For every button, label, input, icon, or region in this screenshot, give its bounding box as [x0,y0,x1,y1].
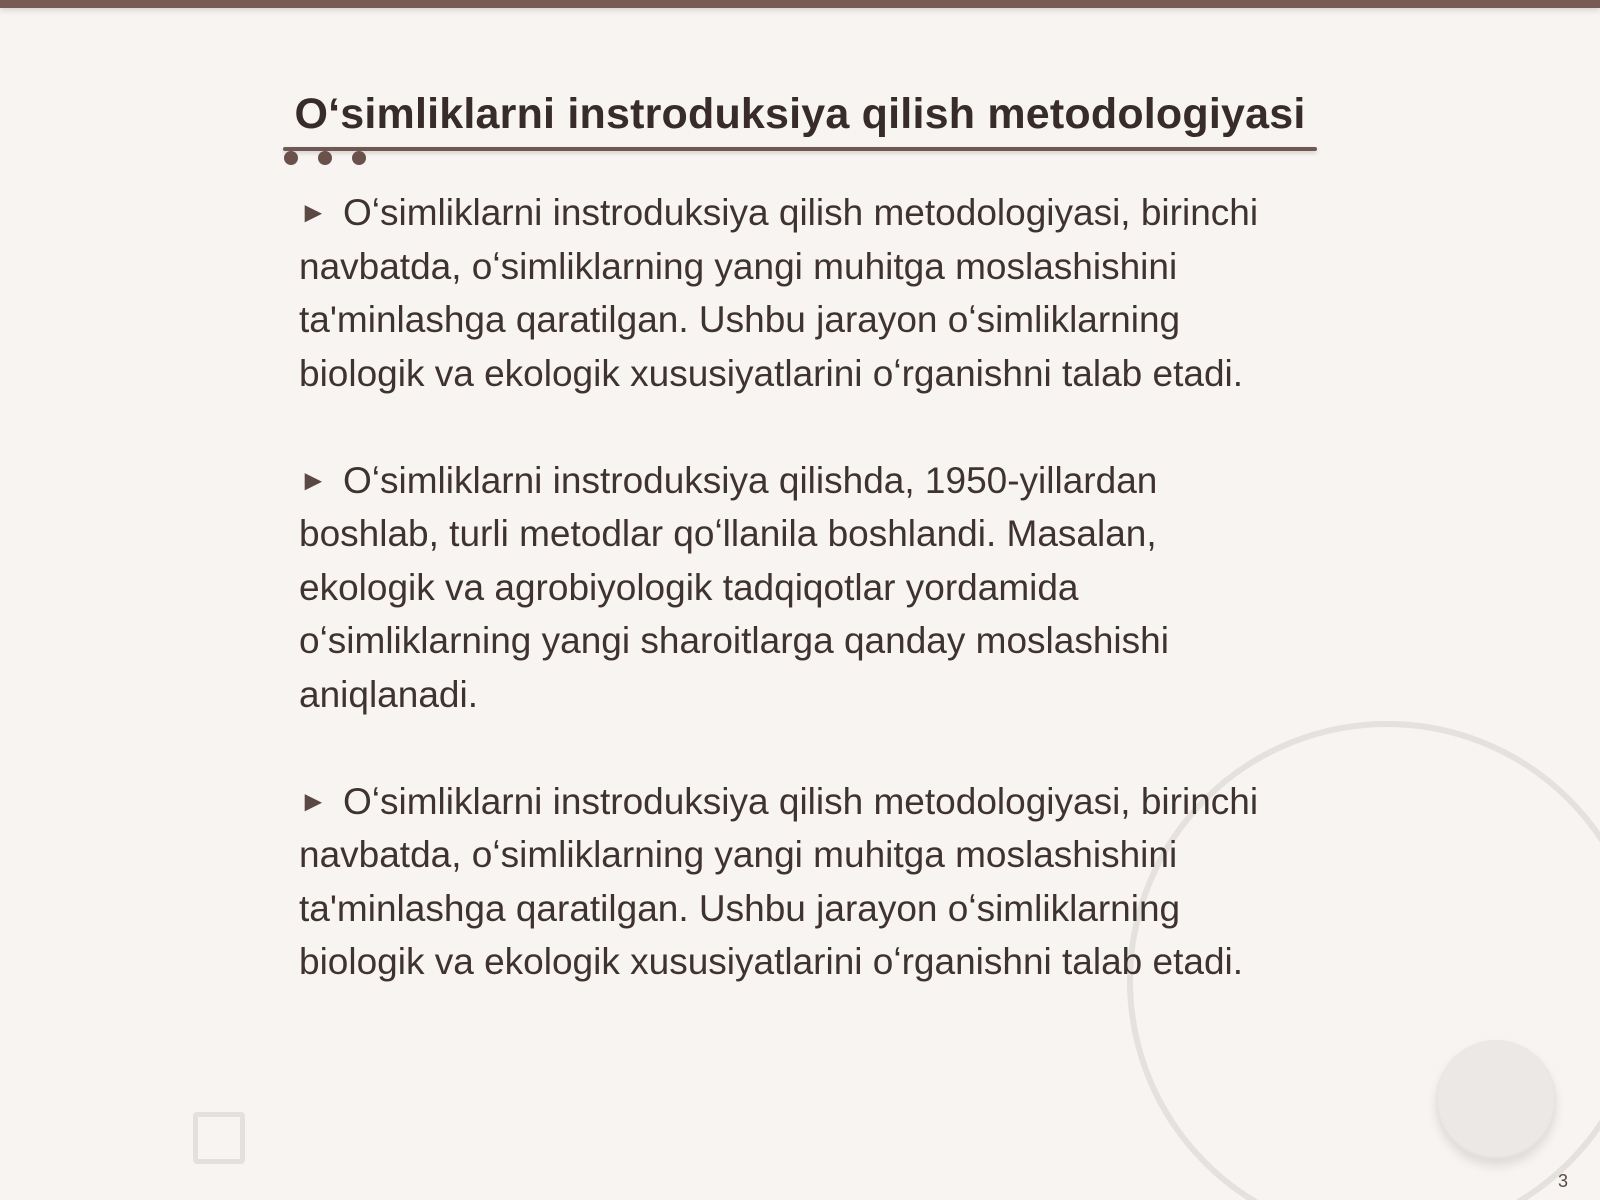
bullet-arrow-icon: ► [299,197,328,229]
slide-title: Oʻsimliklarni instroduksiya qilish metodologiyasi [294,90,1306,138]
top-accent-bar [0,0,1600,8]
decorative-dot [284,151,298,165]
decorative-dot [318,151,332,165]
decorative-circle [1436,1040,1556,1160]
bullet-arrow-icon: ► [299,785,328,818]
bullet-arrow-icon: ► [299,464,328,497]
page-number: 3 [1557,1171,1568,1191]
bullet-list [299,186,1299,1042]
bullet-text: Oʻsimliklarni instroduksiya qilish metodologiyasi, birinchi navbatda, oʻsimliklarning yangi muhitga moslashishini ta'minlashga qaratilgan. Ushbu jarayon oʻsimliklarning biologik va ekologik xususiyatlarini oʻrganishni talab etadi. [299,780,1259,982]
bullet-item [299,775,1299,989]
bullet-item [299,454,1299,722]
title-divider [283,147,1317,151]
decorative-dot [352,151,366,165]
decorative-square [193,1112,245,1164]
bullet-text: Oʻsimliklarni instroduksiya qilish metodologiyasi, birinchi navbatda, oʻsimliklarning yangi muhitga moslashishini ta'minlashga qaratilgan. Ushbu jarayon oʻsimliklarning biologik va ekologik xususiyatlarini oʻrganishni talab etadi. [299,192,1259,394]
bullet-text: Oʻsimliklarni instroduksiya qilishda, 1950-yillardan boshlab, turli metodlar qoʻllanila boshlandi. Masalan, ekologik va agrobiyologik tadqiqotlar yordamida oʻsimliklarning yangi sharoitlarga qanday moslashishi aniqlanadi. [299,459,1169,715]
bullet-item [299,186,1299,400]
